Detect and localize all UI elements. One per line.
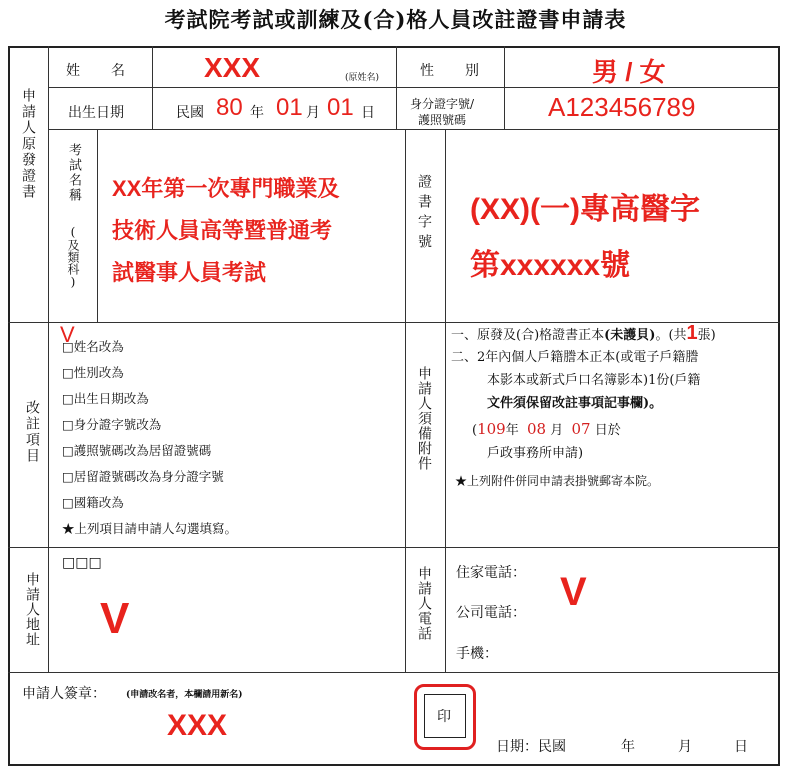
dob-prefix: 民國 (176, 105, 204, 121)
dob-year-unit: 年 (250, 105, 264, 121)
col-divider-right-label (445, 129, 446, 672)
exam-line-3: 試醫事人員考試 (112, 260, 267, 285)
row-divider-4 (8, 547, 780, 548)
phone-value[interactable]: V (560, 570, 587, 614)
phone-office-label: 公司電話： (456, 605, 526, 621)
attachment-1-suffix: 張) (697, 328, 716, 343)
attachment-1-bold: (未護貝) (604, 328, 656, 343)
form-title: 考試院考試或訓練及(合)格人員改註證書申請表 (164, 7, 627, 32)
applicant-cert-section-label: 申請人原發證書 (20, 88, 36, 200)
id-label-line2: 護照號碼 (418, 113, 467, 127)
change-item-residence-to-id[interactable]: □居留證號碼改為身分證字號 (62, 469, 224, 484)
col-divider-exam (97, 129, 98, 322)
seal-text: 印 (437, 709, 451, 725)
attachment-date-year-unit: 年 (505, 423, 519, 438)
dob-month[interactable]: 01 (276, 94, 303, 121)
change-item-nationality[interactable]: □國籍改為 (62, 495, 124, 510)
gender-value[interactable]: 男 / 女 (592, 57, 666, 87)
exam-label: 考試名稱 (66, 143, 81, 203)
signature-note: (申請改名者，本欄請用新名) (126, 690, 243, 700)
attachment-1-count[interactable]: 1 (686, 322, 698, 344)
exam-line-2: 技術人員高等暨普通考 (112, 218, 333, 243)
dob-day-unit: 日 (361, 105, 375, 121)
id-value[interactable]: A123456789 (548, 92, 696, 122)
row-divider-2 (48, 129, 780, 130)
cert-line-1: (XX)(一)專高醫字 (470, 193, 700, 226)
phone-home-label: 住家電話： (456, 565, 526, 581)
name-label: 姓 名 (66, 63, 126, 79)
attachments-label: 申請人須備附件 (416, 366, 432, 471)
id-label-line1: 身分證字號/ (410, 97, 475, 111)
date-day-unit: 日 (734, 739, 748, 755)
name-note: (原姓名) (345, 73, 380, 83)
dob-year[interactable]: 80 (216, 94, 243, 121)
attachment-1-mid: 。(共 (655, 328, 687, 343)
name-value[interactable]: XXX (204, 52, 261, 83)
exam-name-value[interactable] (112, 168, 339, 294)
change-item-name[interactable]: □姓名改為 (62, 339, 124, 354)
exam-label-category: (及類科) (66, 225, 80, 289)
date-label: 日期：民國 (496, 739, 566, 755)
attachment-date (472, 418, 621, 442)
address-value[interactable]: V (100, 594, 130, 643)
attachment-date-month-unit: 月 (550, 423, 564, 438)
attachment-date-year[interactable]: 109 (477, 420, 506, 438)
phone-label: 申請人電話 (416, 566, 432, 641)
col-divider-mid-top (396, 46, 397, 129)
attachment-2-line1: 二、2年內個人戶籍謄本正本(或電子戶籍謄 (451, 350, 699, 365)
change-check-mark[interactable]: V (60, 322, 75, 347)
address-postal-boxes[interactable]: □□□ (62, 555, 102, 571)
change-item-dob[interactable]: □出生日期改為 (62, 391, 149, 406)
change-items-list (62, 334, 237, 542)
attachment-2-line2: 本影本或新式戶口名簿影本)1份(戶籍 (487, 373, 701, 388)
signature-value[interactable]: XXX (167, 709, 228, 742)
attachment-note: ★上列附件併同申請表掛號郵寄本院。 (455, 474, 660, 488)
attachment-date-month[interactable]: 08 (527, 420, 547, 438)
date-month-unit: 月 (678, 739, 692, 755)
phone-mobile-label: 手機： (456, 646, 498, 662)
dob-month-unit: 月 (306, 105, 320, 121)
change-item-id[interactable]: □身分證字號改為 (62, 417, 162, 432)
exam-line-1: XX年第一次專門職業及 (112, 176, 340, 201)
date-year-unit: 年 (621, 739, 635, 755)
attachment-1 (451, 322, 716, 347)
col-divider-id (504, 46, 505, 129)
col-divider-mid (405, 129, 406, 672)
col-divider-label (48, 46, 49, 672)
address-label: 申請人地址 (24, 572, 40, 647)
change-item-gender[interactable]: □性別改為 (62, 365, 124, 380)
cert-number-label: 證書字號 (416, 174, 432, 254)
cert-number-value[interactable] (470, 182, 700, 294)
row-divider-1 (48, 87, 780, 88)
attachment-2-line3: 文件須保留改註事項記事欄)。 (487, 396, 663, 411)
attachment-date-day[interactable]: 07 (571, 420, 591, 438)
col-divider-name (152, 46, 153, 129)
change-items-label: 改註項目 (24, 400, 40, 464)
attachment-date-open: ( (472, 423, 478, 438)
gender-label: 性 別 (420, 63, 480, 79)
cert-line-2: 第xxxxxx號 (470, 249, 631, 282)
attachment-date-day-unit: 日於 (594, 423, 621, 438)
signature-label: 申請人簽章： (22, 686, 106, 702)
attachment-1-prefix: 一、原發及(合)格證書正本 (451, 328, 605, 343)
attachment-office: 戶政事務所申請) (487, 446, 584, 461)
dob-label: 出生日期 (68, 105, 124, 121)
dob-day[interactable]: 01 (327, 94, 354, 121)
change-item-passport-to-residence[interactable]: □護照號碼改為居留證號碼 (62, 443, 212, 458)
row-divider-5 (8, 672, 780, 673)
change-items-note: ★上列項目請申請人勾選填寫。 (62, 521, 238, 536)
